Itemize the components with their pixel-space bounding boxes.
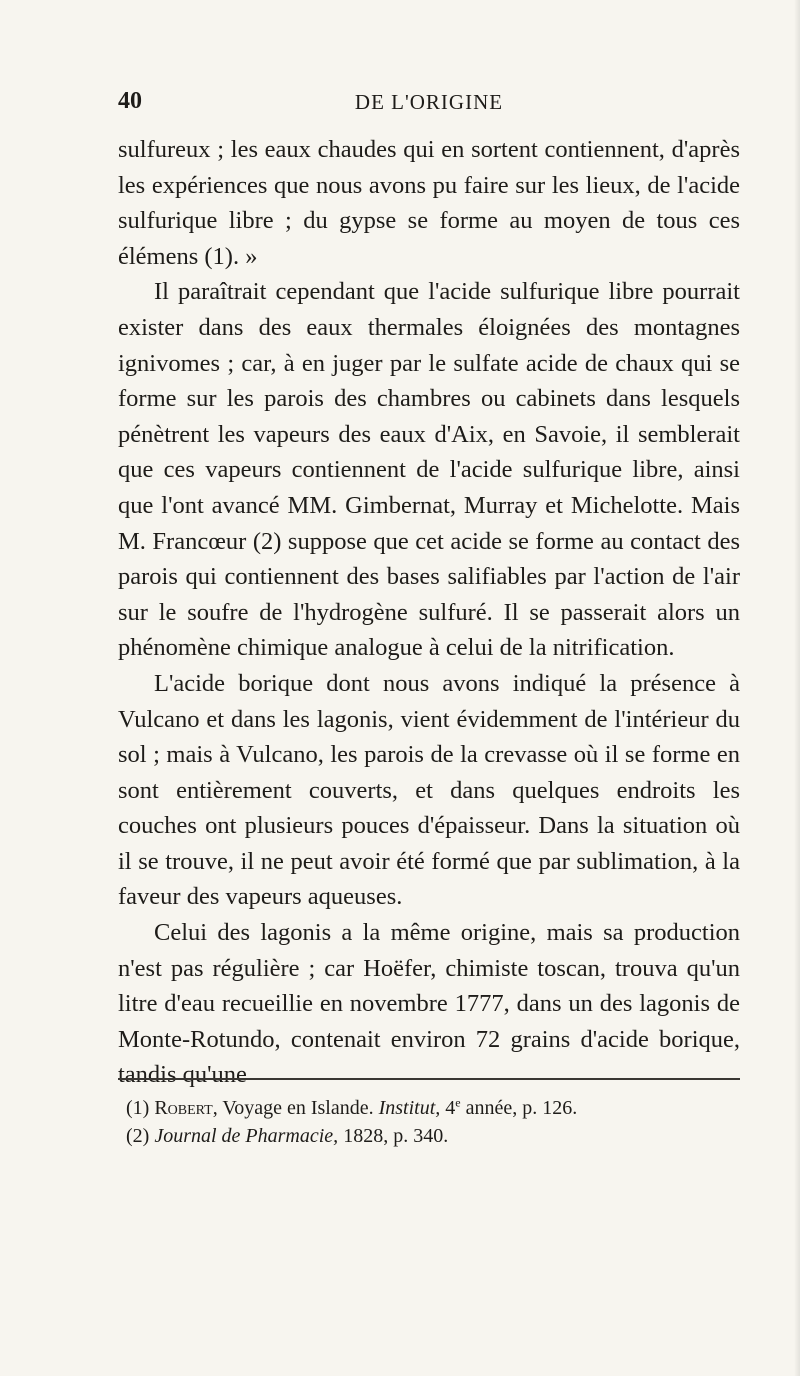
page-number: 40 xyxy=(118,88,142,114)
footnote-1: (1) Robert, Voyage en Islande. Institut, 4e année, p. 126. xyxy=(126,1095,578,1119)
paragraph-4: Celui des lagonis a la même origine, mais sa production n'est pas régulière ; car Hoëfer, chimiste toscan, trouva qu'un litre d'eau recueillie en novembre 1777, dans un des lagonis de Monte-Rotundo, contenait environ 72 grains d'acide borique, tandis qu'une xyxy=(118,919,740,1089)
running-head: DE L'ORIGINE xyxy=(354,90,504,114)
footnote-title: Voyage en Islande. xyxy=(222,1097,374,1119)
footnote-rest: 1828, p. 340. xyxy=(343,1125,449,1147)
page-header xyxy=(118,88,740,128)
paragraph-3: L'acide borique dont nous avons indiqué la présence à Vulcano et dans les lagonis, vient évidemment de l'intérieur du sol ; mais à Vulcano, les parois de la crevasse où il se forme en sont entièrement couverts, et dans quelques endroits les couches ont plusieurs pouces d'épaisseur. Dans la situation où il se trouve, il ne peut avoir été formé que par sublimation, à la faveur des vapeurs aqueuses. xyxy=(118,669,740,911)
footnote-journal: Journal de Pharmacie, xyxy=(154,1125,339,1147)
paragraph-2: Il paraîtrait cependant que l'acide sulfurique libre pourrait exister dans des eaux thermales éloignées des montagnes ignivomes ; car, à en juger par le sulfate acide de chaux qui se forme sur les parois des chambres ou cabinets dans lesquels pénètrent les vapeurs des eaux d'Aix, en Savoie, il semblerait que ces vapeurs contiennent de l'acide sulfurique libre, ainsi que l'ont avancé MM. Gimbernat, Murray et Michelotte. Mais M. Francœur (2) suppose que cet acide se forme au contact des parois qui contiennent des bases salifiables par l'action de l'air sur le soufre de l'hydrogène sulfuré. Il se passerait alors un phénomène chimique analogue à celui de la nitrification. xyxy=(118,278,740,662)
footnote-volume-sup: e xyxy=(455,1095,461,1110)
footnote-marker: (1) xyxy=(126,1097,150,1119)
body-text xyxy=(118,132,740,1093)
footnote-2 xyxy=(126,1122,740,1150)
footnote-divider xyxy=(118,1078,740,1080)
footnote-author: Robert xyxy=(154,1097,213,1119)
page-edge-shadow xyxy=(794,0,800,1376)
footnotes xyxy=(126,1094,740,1150)
paragraph-1: sulfureux ; les eaux chaudes qui en sortent contiennent, d'après les expériences que nous avons pu faire sur les lieux, de l'acide sulfurique libre ; du gypse se forme au moyen de tous ces élémens (1). » xyxy=(118,136,740,270)
footnote-marker: (2) xyxy=(126,1125,150,1147)
footnote-rest: année, p. 126. xyxy=(465,1097,578,1119)
footnote-journal: Institut, xyxy=(378,1097,441,1119)
footnote-volume: 4 xyxy=(445,1097,456,1119)
